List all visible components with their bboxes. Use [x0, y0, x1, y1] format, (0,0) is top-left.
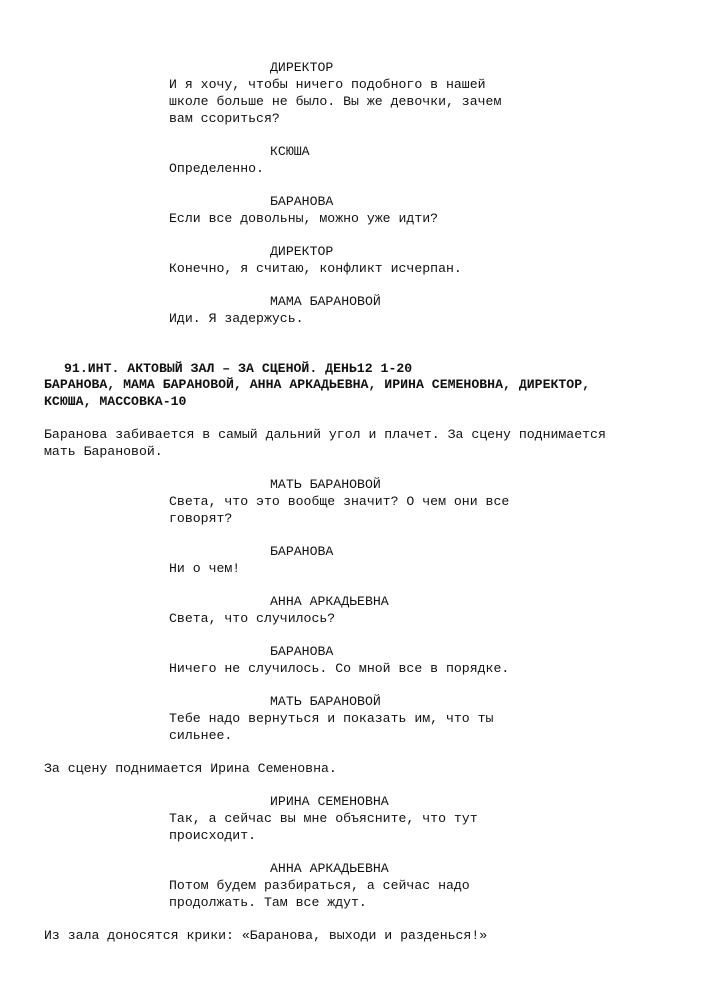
scene-cast: КСЮША, МАССОВКА-10: [44, 394, 187, 409]
dialogue-line: И я хочу, чтобы ничего подобного в нашей: [169, 77, 486, 92]
action-line: Баранова забивается в самый дальний угол и плачет. За сцену поднимается: [44, 427, 606, 442]
dialogue-line: школе больше не было. Вы же девочки, зачем: [169, 94, 502, 109]
character-name: БАРАНОВА: [270, 544, 334, 559]
scene-heading: 91.ИНТ. АКТОВЫЙ ЗАЛ – ЗА СЦЕНОЙ. ДЕНЬ12 1-20: [64, 361, 413, 376]
character-name: АННА АРКАДЬЕВНА: [270, 594, 389, 609]
character-name: ДИРЕКТОР: [270, 244, 334, 259]
character-name: ДИРЕКТОР: [270, 60, 334, 75]
dialogue-line: Потом будем разбираться, а сейчас надо: [169, 878, 470, 893]
character-name: МАМА БАРАНОВОЙ: [270, 294, 381, 309]
dialogue-line: Конечно, я считаю, конфликт исчерпан.: [169, 261, 462, 276]
dialogue-line: Ни о чем!: [169, 561, 241, 576]
action-line: Из зала доносятся крики: «Баранова, выходи и разденься!»: [44, 928, 488, 943]
dialogue-line: Тебе надо вернуться и показать им, что ты: [169, 711, 494, 726]
character-name: АННА АРКАДЬЕВНА: [270, 861, 389, 876]
dialogue-line: происходит.: [169, 828, 257, 843]
character-name: БАРАНОВА: [270, 644, 334, 659]
action-line: За сцену поднимается Ирина Семеновна.: [44, 761, 337, 776]
scene-cast: БАРАНОВА, МАМА БАРАНОВОЙ, АННА АРКАДЬЕВНА, ИРИНА СЕМЕНОВНА, ДИРЕКТОР,: [44, 377, 591, 392]
dialogue-line: Света, что это вообще значит? О чем они все: [169, 494, 510, 509]
dialogue-line: Иди. Я задержусь.: [169, 311, 304, 326]
dialogue-line: Если все довольны, можно уже идти?: [169, 211, 439, 226]
dialogue-line: сильнее.: [169, 728, 233, 743]
dialogue-line: Света, что случилось?: [169, 611, 336, 626]
dialogue-line: Ничего не случилось. Со мной все в порядке.: [169, 661, 510, 676]
action-line: мать Барановой.: [44, 444, 163, 459]
dialogue-line: продолжать. Там все ждут.: [169, 895, 367, 910]
character-name: ИРИНА СЕМЕНОВНА: [270, 794, 389, 809]
dialogue-line: Определенно.: [169, 161, 264, 176]
dialogue-line: говорят?: [169, 511, 233, 526]
dialogue-line: вам ссориться?: [169, 111, 280, 126]
dialogue-line: Так, а сейчас вы мне объясните, что тут: [169, 811, 478, 826]
character-name: МАТЬ БАРАНОВОЙ: [270, 694, 381, 709]
character-name: МАТЬ БАРАНОВОЙ: [270, 477, 381, 492]
character-name: БАРАНОВА: [270, 194, 334, 209]
character-name: КСЮША: [270, 144, 310, 159]
